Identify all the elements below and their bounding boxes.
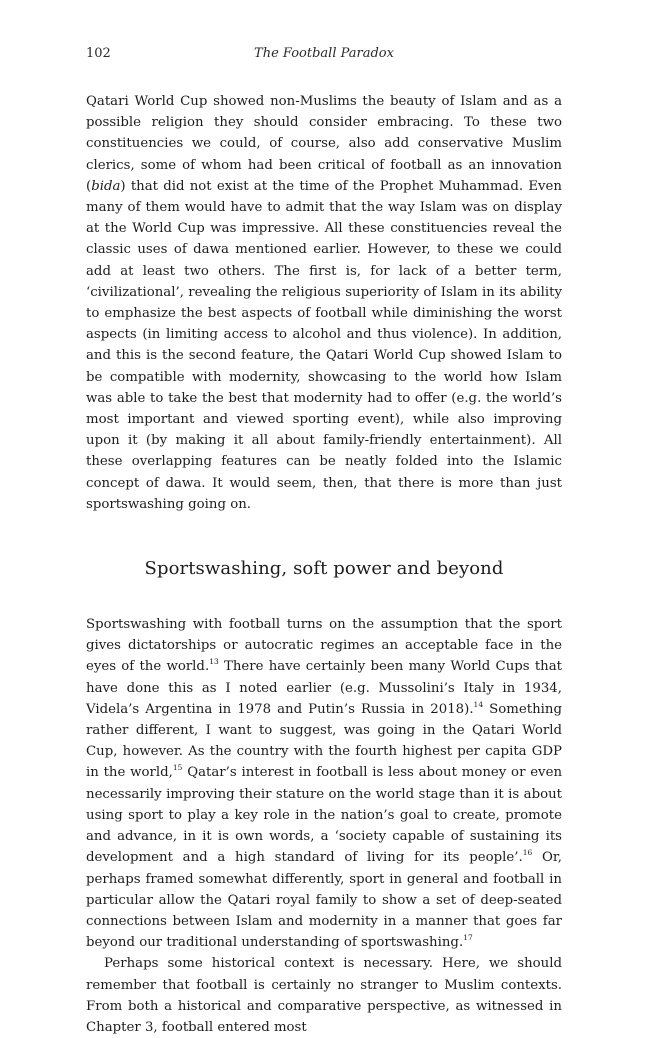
footnote-marker[interactable]: 15 [172, 763, 183, 773]
section-heading: Sportswashing, soft power and beyond [144, 558, 504, 580]
paragraph-text: Qatar’s interest in football is less about money or even necessarily improving their stature on the world stage than it is about using sport to play a key role in the nation’s goal to create, promote and advance, in it is own words, a ‘society capable of sustaining its development and a high standard of living for its people’. [86, 765, 563, 866]
paragraph-text: Or, perhaps framed somewhat differently, sport in general and football in particular allow the Qatari royal family to show a set of deep-seated connections between Islam and modernity in a manner that goes far beyond our traditional understanding of sportswashing. [86, 850, 562, 951]
paragraph-text: Perhaps some historical context is necessary. Here, we should remember that football is certainly no stranger to Muslim contexts. From both a historical and comparative perspective, as witnessed in Chapter 3, football entered most [86, 956, 562, 1035]
book-page [86, 40, 562, 1038]
page-number: 102 [86, 46, 111, 61]
paragraph-text: Sportswashing with football turns on the assumption that the sport gives dictatorships or autocratic regimes an acceptable face in the eyes of the world. [86, 617, 562, 675]
body-paragraph [86, 91, 562, 515]
body-paragraph [86, 614, 562, 953]
running-head [86, 40, 562, 64]
body-paragraph [86, 953, 562, 1038]
paragraph-text: ) that did not exist at the time of the Prophet Muhammad. Even many of them would have to admit that the way Islam was on display at the World Cup was impressive. All these constituencies reveal the classic uses of dawa mentioned earlier. However, to these we could add at least two others. The first is, for lack of a better term, ‘civilizational’, revealing the religious superiority of Islam in its ability to emphasize the best aspects of football while diminishing the worst aspects (in limiting access to alcohol and thus violence). In addition, and this is the second feature, the Qatari World Cup showed Islam to be compatible with modernity, showcasing to the world how Islam was able to take the best that modernity had to offer (e.g. the world’s most important and viewed sporting event), while also improving upon it (by making it all about family-friendly entertainment). All these overlapping features can be neatly folded into the Islamic concept of dawa. It would seem, then, that there is more than just sportswashing going on. [86, 178, 562, 512]
footnote-marker[interactable]: 17 [463, 933, 473, 943]
running-title: The Football Paradox [254, 46, 394, 61]
footnote-marker[interactable]: 13 [209, 657, 219, 667]
footnote-marker[interactable]: 16 [522, 848, 533, 858]
footnote-marker[interactable]: 14 [473, 699, 484, 709]
paragraph-text: Qatari World Cup showed non-Muslims the beauty of Islam and as a possible religion they should consider embracing. To these two constituencies we could, of course, also add conservative Muslim clerics, some of whom had been critical of football as an innovation ( [86, 94, 562, 194]
italic-term: bida [91, 178, 121, 194]
paragraph-text: Something rather different, I want to suggest, was going in the Qatari World Cup, however. As the country with the fourth highest per capita GDP in the world, [86, 701, 562, 781]
paragraph-text: There have certainly been many World Cups that have done this as I noted earlier (e.g. Mussolini’s Italy in 1934, Videla’s Argentina in 1978 and Putin’s Russia in 2018). [86, 659, 562, 717]
